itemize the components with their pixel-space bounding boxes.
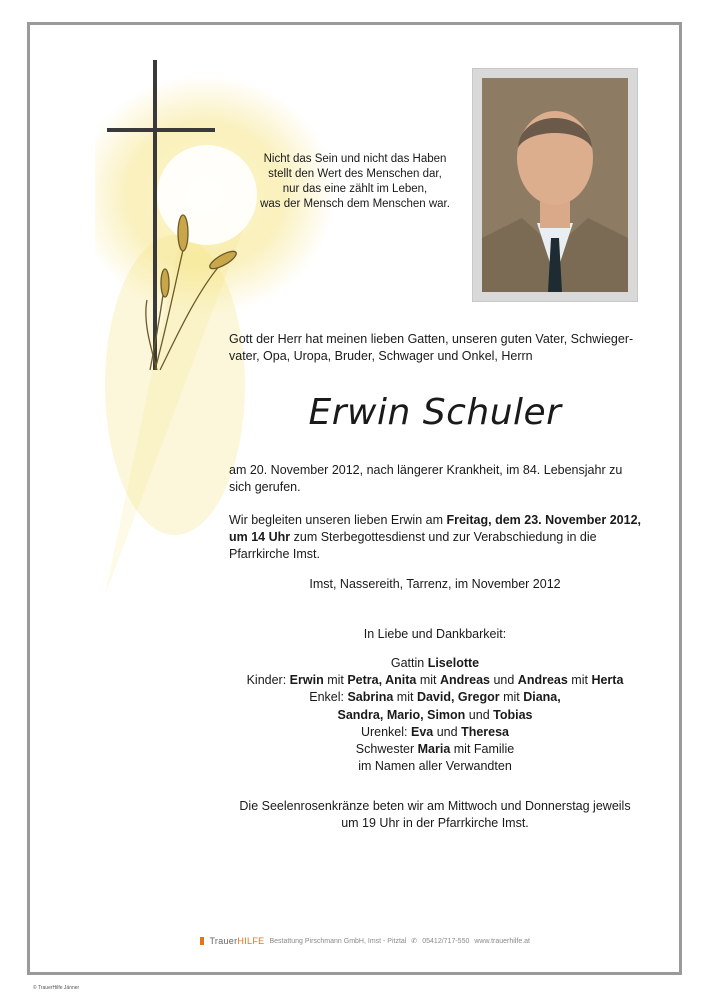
funeral-text: Wir begleiten unseren lieben Erwin am — [229, 513, 447, 527]
funeral-date: Freitag, dem 23. November 2012, um 14 Uhr — [229, 513, 641, 544]
death-notice: am 20. November 2012, nach längerer Krankheit, im 84. Lebensjahr zu sich gerufen. — [229, 463, 623, 494]
portrait-frame — [472, 68, 638, 302]
rosary-line: Die Seelenrosenkränze beten wir am Mittwoch und Donnerstag jeweils — [239, 799, 631, 813]
cross-horizontal — [107, 128, 215, 132]
quote-line: nur das eine zählt im Leben, — [282, 183, 428, 195]
family-line: Enkel: Sabrina mit David, Gregor mit Diana, — [309, 690, 561, 705]
quote-line: stellt den Wert des Menschen dar, — [268, 168, 442, 180]
family-line: im Namen aller Verwandten — [358, 759, 512, 774]
family-list — [200, 655, 670, 775]
rosary-line: um 19 Uhr in der Pfarrkirche Imst. — [341, 816, 529, 830]
place-date: Imst, Nassereith, Tarrenz, im November 2012 — [309, 577, 561, 591]
phone-icon: ✆ — [411, 938, 418, 945]
footer — [200, 936, 530, 946]
rosary-notice — [229, 798, 641, 832]
copyright: © TrauerHilfe Jänner — [33, 985, 80, 991]
quote-line: Nicht das Sein und nicht das Haben — [263, 153, 447, 165]
sun-disc — [157, 145, 257, 245]
deceased-name: Erwin Schuler — [308, 392, 562, 433]
phone-number: 05412/717-550 — [422, 937, 470, 945]
funeral-notice — [229, 512, 641, 563]
cross-vertical — [153, 60, 157, 370]
funeral-text: zum Sterbegottesdienst und zur Verabschiedung in die Pfarrkirche Imst. — [229, 530, 597, 561]
company-name: Bestattung Pirschmann GmbH, Imst - Pitztal — [269, 937, 407, 945]
family-line: Urenkel: Eva und Theresa — [360, 724, 510, 739]
greeting: In Liebe und Dankbarkeit: — [363, 627, 507, 641]
logo-text: TrauerHILFE — [209, 936, 265, 946]
family-line: Kinder: Erwin mit Petra, Anita mit Andreas und Andreas mit Herta — [246, 673, 624, 688]
trauerhilfe-logo-icon — [200, 937, 204, 945]
intro-text: Gott der Herr hat meinen lieben Gatten, unseren guten Vater, Schwieger- vater, Opa, Uropa, Bruder, Schwager und Onkel, Herrn — [229, 332, 634, 363]
quote-line: was der Mensch dem Menschen war. — [260, 198, 450, 210]
portrait-photo — [482, 78, 628, 292]
family-line: Gattin Liselotte — [390, 656, 480, 670]
family-line: Sandra, Mario, Simon und Tobias — [337, 707, 533, 722]
quote — [250, 152, 460, 212]
website: www.trauerhilfe.at — [474, 937, 530, 945]
family-line: Schwester Maria mit Familie — [355, 742, 515, 757]
